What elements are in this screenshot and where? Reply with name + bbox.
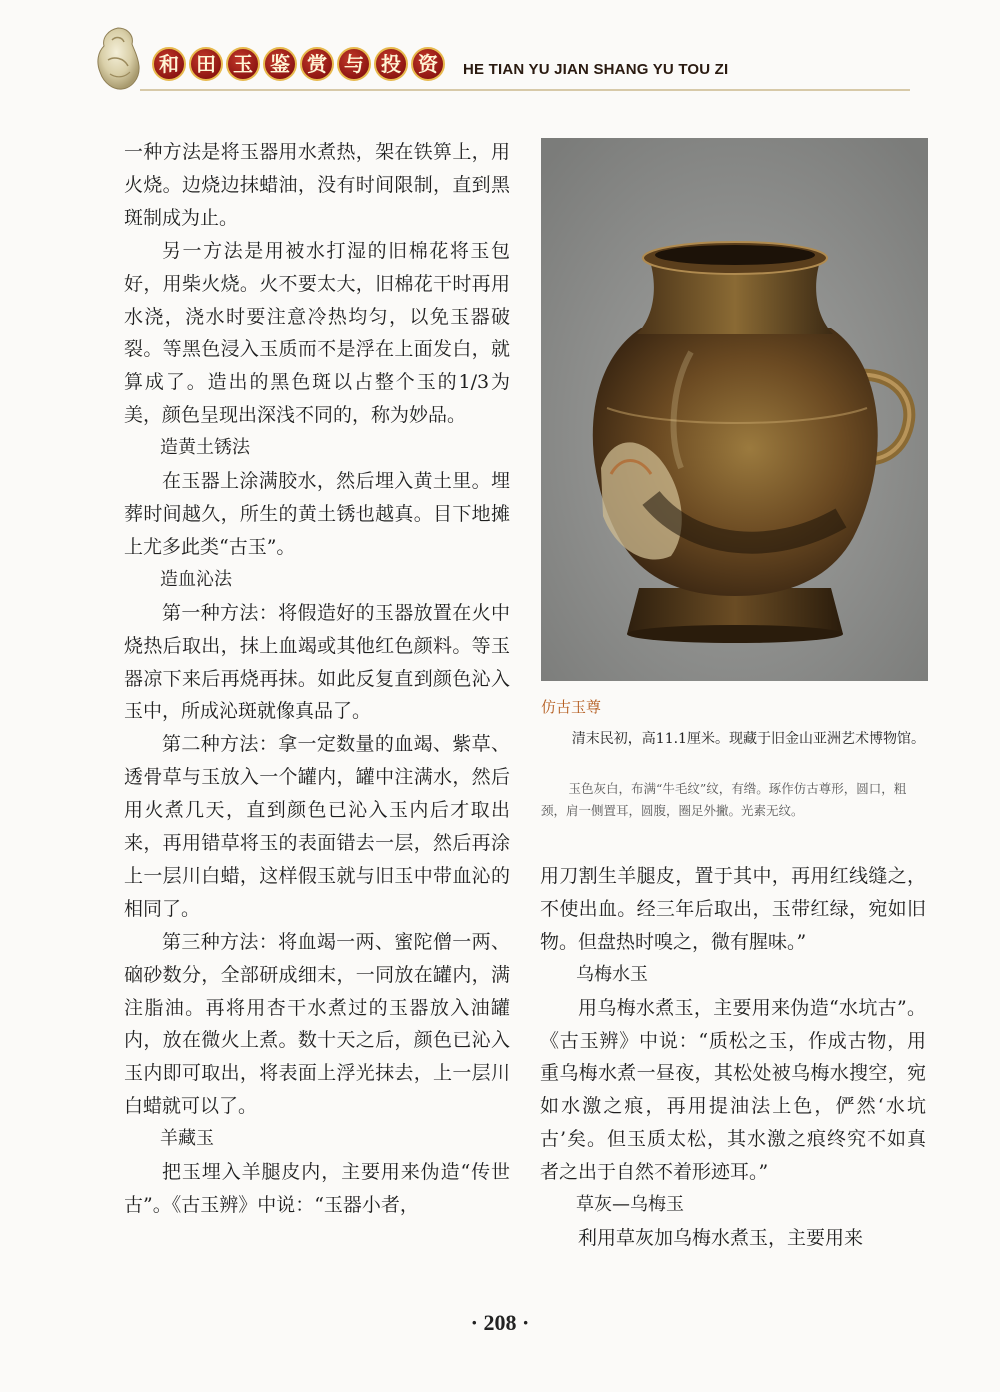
section-heading: 羊藏玉 — [160, 1128, 214, 1150]
title-char: 投 — [374, 47, 408, 81]
section-heading: 造黄土锈法 — [160, 437, 250, 459]
paragraph: 用乌梅水煮玉，主要用来伪造“水坑古”。《古玉辨》中说：“质松之玉，作成古物，用重乌梅水煮一昼夜，其松处被乌梅水搜空，宛如水激之痕，再用提油法上色，俨然‘水坑古’矣。但玉质太松，其水激之痕终究不如真者之出于自然不着形迹耳。” — [540, 996, 926, 1184]
title-char: 玉 — [226, 47, 260, 81]
title-char: 和 — [152, 47, 186, 81]
jade-vessel-photo — [541, 138, 928, 681]
paragraph: 另一方法是用被水打湿的旧棉花将玉包好，用柴火烧。火不要太大，旧棉花干时再用水浇，浇水时要注意冷热均匀，以免玉器破裂。等黑色浸入玉质而不是浮在上面发白，就算成了。造出的黑色斑以占整个玉的1/3为美，颜色呈现出深浅不同的，称为妙品。 — [124, 239, 510, 427]
header-divider — [140, 89, 910, 91]
paragraph: 在玉器上涂满胶水，然后埋入黄土里。埋葬时间越久，所生的黄土锈也越真。目下地摊上尤多此类“古玉”。 — [124, 470, 510, 558]
paragraph: 第三种方法：将血竭一两、蜜陀僧一两、硇砂数分，全部研成细末，一同放在罐内，满注脂油。再将用杏干水煮过的玉器放入油罐内，放在微火上煮。数十天之后，颜色已沁入玉内即可取出，将表面上浮光抹去，上一层川白蜡就可以了。 — [124, 930, 510, 1118]
paragraph: 第二种方法：拿一定数量的血竭、紫草、透骨草与玉放入一个罐内，罐中注满水，然后用火煮几天，直到颜色已沁入玉内后才取出来，再用错草将玉的表面错去一层，然后再涂上一层川白蜡，这样假玉就与旧玉中带血沁的相同了。 — [124, 733, 510, 920]
jade-vessel-icon — [541, 138, 928, 681]
paragraph: 第一种方法：将假造好的玉器放置在火中烧热后取出，抹上血竭或其他红色颜料。等玉器凉下来后再烧再抹。如此反复直到颜色沁入玉中，所成沁斑就像真品了。 — [124, 601, 510, 723]
title-char: 资 — [411, 47, 445, 81]
paragraph: 一种方法是将玉器用水煮热，架在铁箅上，用火烧。边烧边抹蜡油，没有时间限制，直到黑斑制成为止。 — [124, 141, 510, 229]
title-char: 赏 — [300, 47, 334, 81]
header-title — [152, 47, 448, 83]
page-header — [0, 0, 1000, 110]
section-heading: 草灰—乌梅玉 — [576, 1194, 684, 1216]
paragraph: 利用草灰加乌梅水煮玉，主要用来 — [578, 1226, 864, 1249]
section-heading: 乌梅水玉 — [576, 963, 648, 985]
title-char: 与 — [337, 47, 371, 81]
title-char: 田 — [189, 47, 223, 81]
paragraph: 用刀割生羊腿皮，置于其中，再用红线缝之，不使出血。经三年后取出，玉带红绿，宛如旧物。但盘热时嗅之，微有腥味。” — [540, 865, 926, 953]
figure-description: 玉色灰白，布满“牛毛纹”纹，有绺。琢作仿古尊形，圆口，粗颈，肩一侧置耳，圆腹，圈足外撇。光素无纹。 — [541, 781, 907, 818]
paragraph: 把玉埋入羊腿皮内，主要用来伪造“传世古”。《古玉辨》中说：“玉器小者， — [124, 1161, 510, 1216]
section-heading: 造血沁法 — [160, 568, 232, 590]
jade-ornament-icon — [92, 26, 144, 92]
right-text-column — [540, 860, 926, 1255]
left-text-column — [124, 136, 510, 1222]
title-char: 鉴 — [263, 47, 297, 81]
header-title-pinyin: HE TIAN YU JIAN SHANG YU TOU ZI — [463, 61, 729, 78]
figure-caption-title: 仿古玉尊 — [541, 698, 602, 716]
page-number: · 208 · — [470, 1310, 530, 1335]
figure-caption: 清末民初，高11.1厘米。现藏于旧金山亚洲艺术博物馆。 — [571, 731, 925, 747]
